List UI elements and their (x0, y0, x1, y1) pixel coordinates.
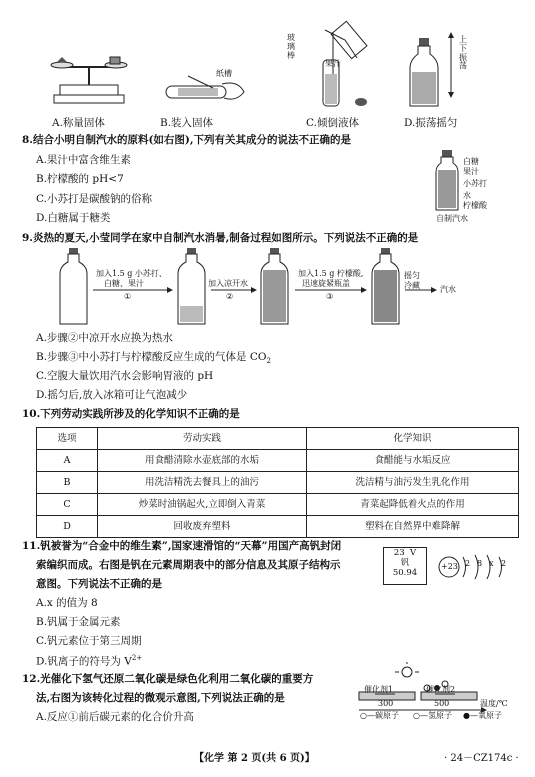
q10-stem: 10.下列劳动实践所涉及的化学知识不正确的是 (22, 408, 240, 420)
q12-option-a: A.反应①前后碳元素的化合价升高 (36, 711, 194, 723)
homemade-soda-bottle-figure (434, 150, 460, 212)
q8-stem: 8.结合小明自制汽水的原料(如右图),下列有关其成分的说法不正确的是 (22, 134, 352, 146)
label-juice: 果汁 (325, 59, 341, 68)
q9-option-d: D.摇匀后,放入冰箱可让气泡减少 (36, 389, 188, 401)
q12-stem-line2: 法,右图为该转化过程的微观示意图,下列说法正确的是 (36, 692, 285, 704)
q9-step3-line2: 迅速旋紧瓶盖 (302, 279, 350, 288)
header-practice: 劳动实践 (98, 428, 307, 450)
caption-c: C.倾倒液体 (306, 117, 359, 129)
q9-product: 汽水 (440, 285, 456, 294)
atom-shell-3: x (489, 559, 494, 568)
element-name: 钒 (400, 557, 410, 568)
q9-step3-num: ③ (326, 292, 334, 301)
q9-step1-line1: 加入1.5 g 小苏打、 (96, 269, 167, 278)
q11-stem-line2: 索编织而成。右图是钒在元素周期表中的部分信息及其原子结构示 (36, 559, 341, 571)
q8-option-c: C.小苏打是碳酸钠的俗称 (36, 193, 152, 205)
shaking-bottle-figure (408, 38, 444, 110)
atom-nucleus: +23 (441, 562, 458, 571)
legend-hydrogen: ○—氢原子 (413, 711, 452, 720)
q8-option-a: A.果汁中富含维生素 (36, 154, 131, 166)
atom-shell-4: 2 (501, 559, 507, 568)
q9-option-b: B.步骤③中小苏打与柠檬酸反应生成的气体是 $CO_2$ (36, 351, 272, 366)
q9-step2: 加入凉开水 (208, 279, 248, 288)
row-a-option: A (37, 450, 98, 472)
row-c-knowledge: 青菜起降低着火点的作用 (307, 494, 519, 516)
q9-step2-num: ② (226, 292, 234, 301)
q8-label-juice: 果汁 (463, 167, 479, 176)
q8-label-water: 水 (463, 191, 471, 200)
q9-step1-line2: 白糖、果汁 (104, 279, 144, 288)
row-b-option: B (37, 472, 98, 494)
table-row (37, 450, 519, 472)
row-d-knowledge: 塑料在自然界中难降解 (307, 516, 519, 538)
label-shake: 上下振荡 (459, 35, 467, 71)
q11-option-a: A.x 的值为 8 (36, 597, 98, 609)
q8-label-sugar: 白糖 (463, 157, 479, 166)
q10-table (36, 427, 519, 538)
atom-shell-1: 2 (465, 559, 471, 568)
q11-option-c: C.钒元素位于第三周期 (36, 635, 142, 647)
q11-stem-line3: 意图。下列说法不正确的是 (36, 578, 162, 590)
q9-step4-line1: 摇匀 (404, 271, 420, 280)
q11-stem-line1: 11.钒被誉为“合金中的维生素”,国家速滑馆的“天幕”用国产高钒封闭 (22, 540, 342, 552)
tick-300: 300 (378, 699, 394, 708)
footer-page-info: 【化学 第 2 页(共 6 页)】 (194, 753, 315, 764)
header-knowledge: 化学知识 (307, 428, 519, 450)
row-d-option: D (37, 516, 98, 538)
footer-code: · 24－CZ174c · (444, 753, 519, 764)
atomic-mass: 50.94 (392, 567, 418, 578)
label-glass-rod: 玻璃棒 (287, 33, 295, 60)
q8-label-baking-soda: 小苏打 (463, 179, 487, 188)
row-b-knowledge: 洗洁精与油污发生乳化作用 (307, 472, 519, 494)
q8-option-b: B.柠檬酸的 pH<7 (36, 173, 124, 185)
header-option: 选项 (37, 428, 98, 450)
q11-option-d: D.钒离子的符号为 $V^{2+}$ (36, 654, 143, 668)
q9-stem: 9.炎热的夏天,小莹同学在家中自制汽水消暑,制备过程如图所示。下列说法不正确的是 (22, 232, 419, 244)
catalyst-2-label: 催化剂2 (426, 685, 456, 694)
element-symbol: V (410, 548, 417, 558)
row-a-practice: 用食醋清除水壶底部的水垢 (98, 450, 307, 472)
label-paper-trough: 纸槽 (216, 69, 232, 78)
q12-stem-line1: 12.光催化下氢气还原二氧化碳是绿色化利用二氧化碳的重要方 (22, 673, 314, 685)
updown-arrow-icon (447, 32, 455, 98)
legend-oxygen: ●—氧原子 (463, 711, 502, 720)
q8-option-d: D.白糖属于糖类 (36, 212, 111, 224)
table-row (37, 472, 519, 494)
row-d-practice: 回收废弃塑料 (98, 516, 307, 538)
caption-a: A.称量固体 (52, 117, 105, 129)
axis-temperature-label: 温度/℃ (480, 699, 508, 708)
atom-shell-2: 8 (477, 559, 483, 568)
row-c-option: C (37, 494, 98, 516)
catalyst-1-label: 催化剂1 (364, 685, 394, 694)
caption-b: B.装入固体 (160, 117, 214, 129)
q9-step4-line2: 冷藏 (404, 281, 420, 290)
q9-step1-num: ① (124, 292, 132, 301)
q8-figure-caption: 自制汽水 (436, 214, 468, 223)
row-a-knowledge: 食醋能与水垢反应 (307, 450, 519, 472)
q9-option-c: C.空腹大量饮用汽水会影响胃液的 pH (36, 370, 214, 382)
legend-carbon: ○—碳原子 (360, 711, 399, 720)
q8-label-citric-acid: 柠檬酸 (463, 201, 487, 210)
q11-option-b: B.钒属于金属元素 (36, 616, 121, 628)
atomic-number: 23 (393, 548, 405, 558)
periodic-table-cell (383, 547, 427, 585)
test-tube-figure (158, 70, 248, 110)
caption-d: D.振荡摇匀 (404, 117, 458, 129)
table-row (37, 516, 519, 538)
q9-option-a: A.步骤②中凉开水应换为热水 (36, 332, 173, 344)
row-b-practice: 用洗洁精洗去餐具上的油污 (98, 472, 307, 494)
balance-figure (48, 55, 128, 107)
tick-500: 500 (434, 699, 450, 708)
row-c-practice: 炒菜时油锅起火,立即倒入青菜 (98, 494, 307, 516)
table-header-row (37, 428, 519, 450)
table-row (37, 494, 519, 516)
q9-step3-line1: 加入1.5 g 柠檬酸, (298, 269, 364, 278)
